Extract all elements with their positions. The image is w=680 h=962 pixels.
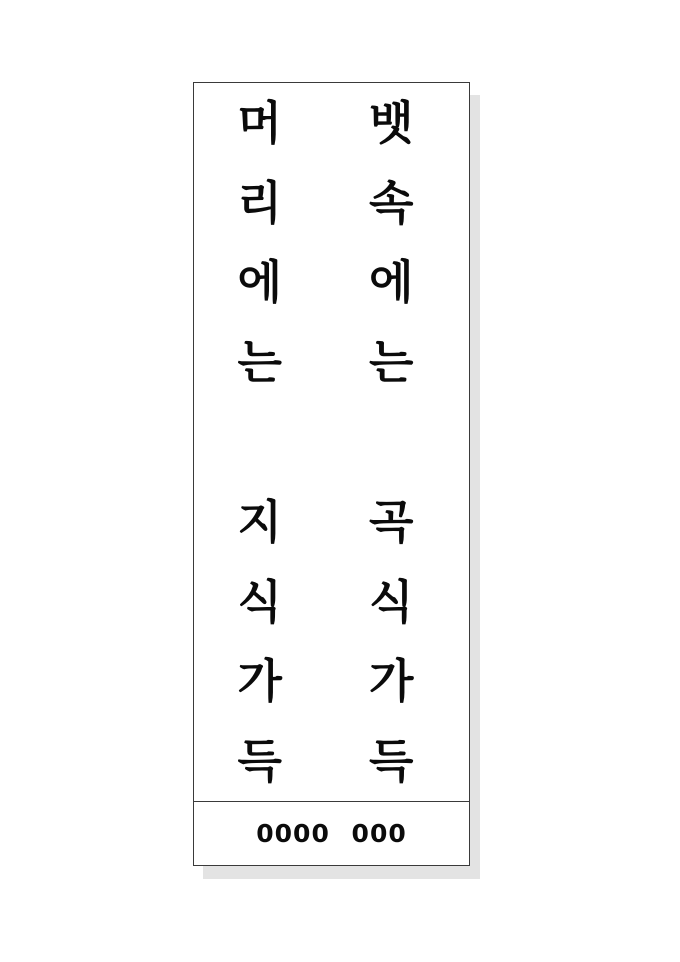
vertical-char-blank: [326, 402, 458, 482]
vertical-char: 는: [237, 335, 282, 390]
vertical-char: 득: [369, 734, 414, 789]
footer-strip: [194, 802, 469, 865]
vertical-char: 는: [369, 335, 414, 390]
vertical-char: 가: [369, 654, 414, 709]
vertical-char: 리: [237, 175, 282, 230]
vertical-char: 뱃: [369, 95, 414, 150]
vertical-char: 에: [237, 255, 282, 310]
vertical-char: 속: [369, 175, 414, 230]
vertical-char: 득: [237, 734, 282, 789]
vertical-char: 곡: [369, 494, 414, 549]
vertical-char: 식: [369, 574, 414, 629]
text-column-left: [194, 83, 326, 801]
vertical-char-blank: [194, 402, 326, 482]
vertical-char: 지: [237, 494, 282, 549]
vertical-char: 가: [237, 654, 282, 709]
text-column-right: [326, 83, 458, 801]
banner-card: [193, 82, 470, 866]
vertical-text-area: [194, 83, 469, 802]
vertical-char: 에: [369, 255, 414, 310]
footer-code: 0000 000: [256, 819, 407, 848]
vertical-char: 머: [237, 95, 282, 150]
vertical-char: 식: [237, 574, 282, 629]
